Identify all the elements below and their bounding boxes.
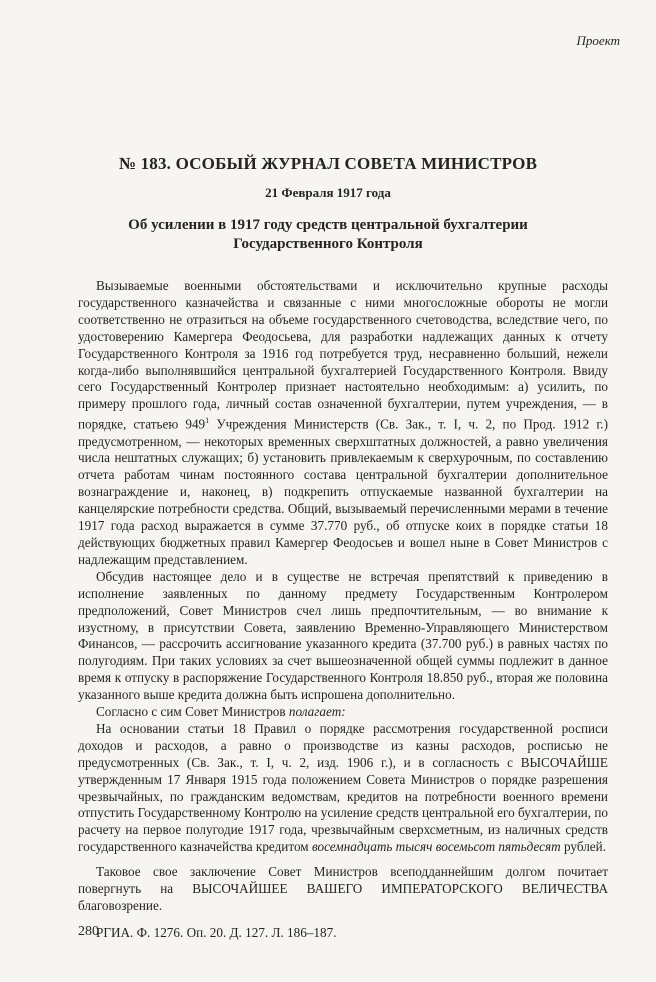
spacer bbox=[78, 856, 608, 864]
paragraph-2: Обсудив настоящее дело и в существе не встречая препятствий к приведению в исполнение заявленных по данному предмету Государственным Контролером предположений, Совет Министров счел лишь предпочтительным, — во внимание к изустному, в присутствии Совета, заявлению Временно-Управляющего Министерством Финансов, — рассрочить ассигнование указанного кредита (37.700 руб.) в равных частях по полугодиям. При таких условиях за счет вышеозначенной общей суммы подлежит в данное время к отпуску в распоряжение Государственного Контроля 18.850 руб., вторая же половина указанного выше кредита должна быть испрошена дополнительно. bbox=[78, 568, 608, 703]
paragraph-5: Таковое свое заключение Совет Министров всеподданнейшим долгом почитает повергнуть на ВЫСОЧАЙШЕЕ ВАШЕГО ИМПЕРАТОРСКОГО ВЕЛИЧЕСТВА благовозрение. bbox=[78, 864, 608, 914]
paragraph-1-text-b: Учреждения Министерств (Св. Зак., т. I, ч. 2, по Прод. 1912 г.) предусмотренном, — некоторых временных сверхштатных должностей, а равно увеличения числа нештатных служащих; б) установить привлекаемым к сверхурочным, по составлению отчета работам чинам постоянного состава центральной бухгалтерии дополнительное вознаграждение и, наконец, в) подкрепить отпускаемые названной бухгалтерии на канцелярские потребности средства. Общий, вызываемый перечисленными мерами в течение 1917 года расход выражается в сумме 37.770 руб., об отпуске коих в порядке статьи 18 действующих бюджетных правил Камергер Феодосьев и вошел ныне в Совет Министров с надлежащим представлением. bbox=[78, 416, 609, 567]
draft-label: Проект bbox=[576, 33, 620, 48]
document-body bbox=[78, 278, 608, 942]
paragraph-1-text-a: Вызываемые военными обстоятельствами и исключительно крупные расходы государственного казначейства и связанные с ними многосложные обороты не могли соответственно не отразиться на объеме государственного счетоводства, вследствие чего, по удостоверению Камергера Феодосьева, для разработки надлежащих данных к отчету Государственного Контроля за 1916 год потребуется труд, несравненно больший, нежели когда-либо выполнявшийся центральной бухгалтерией Государственного Контроля. Ввиду сего Государственный Контролер признает настоятельно необходимым: а) усилить, по примеру прошлого года, личный состав означенной бухгалтерии, путем учреждения, — в порядке, статьею 949 bbox=[78, 278, 608, 432]
paragraph-4-text-b: рублей. bbox=[560, 839, 606, 855]
subtitle-line-2: Государственного Контроля bbox=[233, 236, 423, 252]
page-number: 280 bbox=[78, 924, 99, 939]
document-title: № 183. ОСОБЫЙ ЖУРНАЛ СОВЕТА МИНИСТРОВ bbox=[118, 154, 538, 173]
document-date: 21 Февраля 1917 года bbox=[265, 185, 391, 200]
paragraph-1 bbox=[78, 278, 608, 569]
paragraph-4-text-a: На основании статьи 18 Правил о порядке рассмотрения государственной росписи доходов и расходов, а равно о производстве из казны расходов, росписью не предусмотренных (Св. Зак., т. I, ч. 2, изд. 1906 г.), и в согласность с ВЫСОЧАЙШЕ утвержденным 17 Января 1915 года положением Совета Министров о порядке разрешения чрезвычайных, по гражданским ведомствам, кредитов на потребности военного времени отпустить Государственному Контролю на усиление средств центральной его бухгалтерии, по расчету на первое полугодие 1917 года, чрезвычайным сверхсметным, из наличных средств государственного казначейства кредитом bbox=[78, 720, 608, 855]
paragraph-4 bbox=[78, 721, 608, 856]
paragraph-3-text: Согласно с сим Совет Министров bbox=[96, 704, 289, 720]
subtitle-line-1: Об усилении в 1917 году средств центральной бухгалтерии bbox=[128, 217, 528, 233]
footnote-sup: 1 bbox=[205, 416, 210, 426]
paragraph-3-italic: полагает: bbox=[288, 704, 346, 720]
archive-source: РГИА. Ф. 1276. Оп. 20. Д. 127. Л. 186–187. bbox=[96, 924, 337, 940]
paragraph-4-italic: восемнадцать тысяч восемьсот пятьдесят bbox=[311, 839, 561, 855]
paragraph-3 bbox=[78, 704, 608, 721]
document-subtitle bbox=[0, 216, 656, 254]
